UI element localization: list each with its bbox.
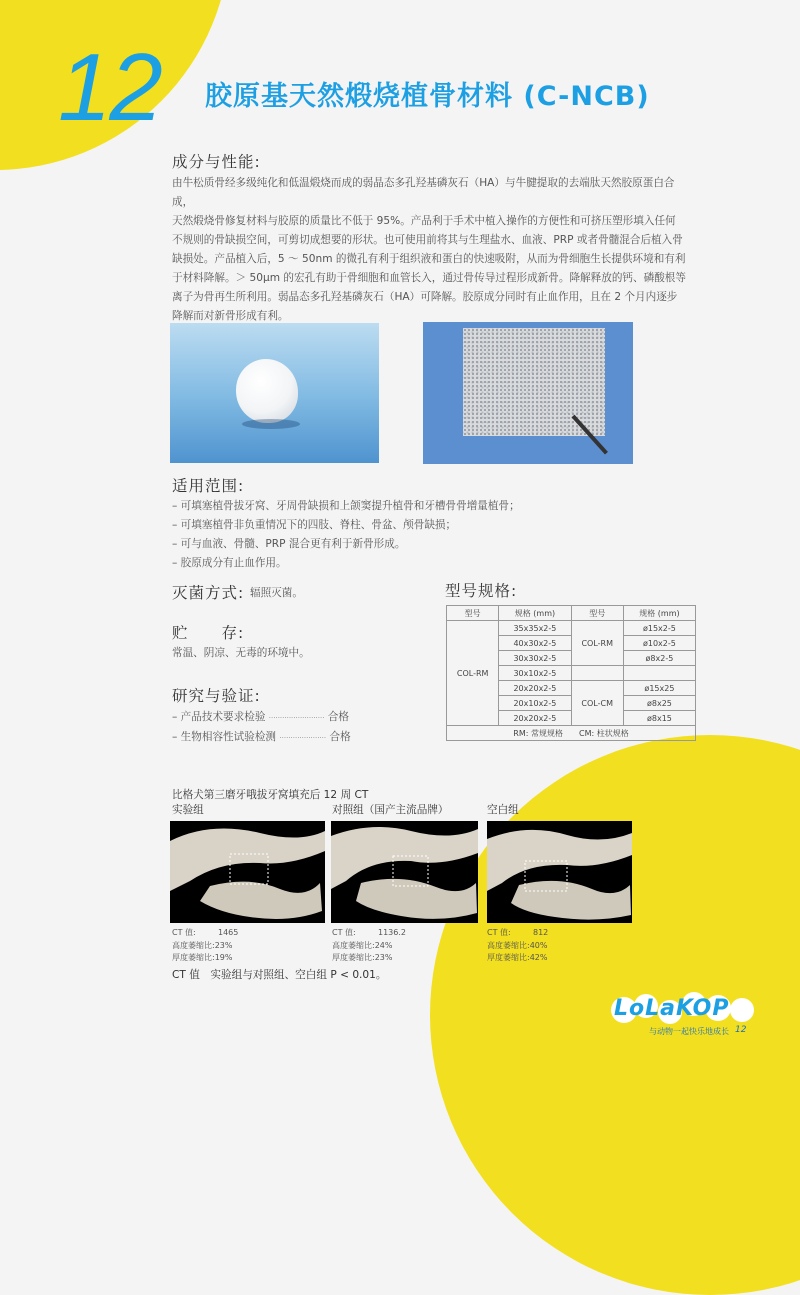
stat-key: CT 值:: [332, 928, 356, 937]
research-list: [172, 708, 351, 748]
product-photo-sponge: [170, 323, 379, 463]
composition-line: 缺损处。产品植入后，5 ～ 50nm 的微孔有利于组织液和蛋白的快速吸附，从而为骨细胞生长提供环境和有利: [172, 253, 686, 265]
stat-value: 23%: [214, 940, 233, 950]
scope-item: – 可填塞植骨非负重情况下的四肢、脊柱、骨盆、颅骨缺损；: [172, 519, 457, 531]
leader-dots: ·····················: [279, 734, 327, 742]
model-cell: COL-RM: [571, 621, 623, 666]
stat-key: 高度萎缩比:: [332, 940, 375, 950]
size-cell: 40x30x2-5: [499, 636, 571, 651]
size-cell: ø15x25: [623, 681, 695, 696]
composition-line: 由牛松质骨经多级纯化和低温煅烧而成的弱晶态多孔羟基磷灰石（HA）与牛腱提取的去端肽天然胶原蛋白合成，: [172, 177, 675, 208]
size-cell: ø10x2-5: [623, 636, 695, 651]
stat-key: 厚度萎缩比:: [172, 953, 215, 962]
size-cell: 30x30x2-5: [499, 651, 571, 666]
size-cell: ø8x25: [623, 696, 695, 711]
stat-key: 高度萎缩比:: [172, 940, 215, 950]
scope-item: – 胶原成分有止血作用。: [172, 557, 287, 569]
empty-cell: [571, 666, 623, 681]
spec-table: [446, 605, 696, 741]
product-photo-block: [423, 322, 633, 464]
storage-value: 常温、阴凉、无毒的环境中。: [172, 647, 310, 659]
sponge-shadow: [242, 419, 300, 429]
sterilization-heading: 灭菌方式:: [172, 584, 245, 602]
ct-stats-blank: [487, 927, 548, 965]
ct-group-label: 对照组（国产主流品牌）: [332, 804, 449, 816]
stat-value: 42%: [529, 953, 548, 962]
research-item: [172, 708, 351, 728]
scope-item: – 可与血液、骨髓、PRP 混合更有利于新骨形成。: [172, 538, 406, 550]
ct-image-control: [331, 821, 478, 923]
stat-value: 23%: [374, 953, 393, 962]
column-header: 规格 (mm): [499, 606, 571, 621]
scope-item: – 可填塞植骨拔牙窝、牙周骨缺损和上颌窦提升植骨和牙槽骨骨增量植骨；: [172, 500, 520, 512]
table-row: [447, 621, 696, 636]
scope-list: [172, 497, 520, 573]
stat-key: 厚度萎缩比:: [332, 953, 375, 962]
size-cell: 20x20x2-5: [499, 711, 571, 726]
size-cell: ø15x2-5: [623, 621, 695, 636]
ct-stats-control: [332, 927, 406, 965]
stat-key: CT 值:: [487, 928, 511, 937]
size-cell: 35x35x2-5: [499, 621, 571, 636]
ct-jaw-scan: [331, 821, 478, 923]
stat-key: 高度萎缩比:: [487, 940, 530, 950]
ct-group-label: 实验组: [172, 804, 204, 816]
spec-heading: 型号规格:: [445, 582, 518, 600]
stat-value: 1136.2: [378, 928, 406, 937]
research-item-result: 合格: [329, 731, 351, 743]
research-item-label: – 产品技术要求检验: [172, 711, 266, 723]
composition-line: 降解而对新骨形成有利。: [172, 310, 289, 322]
bone-graft-block: [463, 328, 605, 436]
size-cell: 20x20x2-5: [499, 681, 571, 696]
empty-cell: [623, 666, 695, 681]
stat-value: 812: [533, 928, 549, 937]
table-footer: RM: 常规规格 CM: 柱状规格: [447, 726, 696, 741]
ct-jaw-scan: [487, 821, 632, 923]
ct-conclusion: CT 值 实验组与对照组、空白组 P < 0.01。: [172, 969, 387, 981]
collagen-sponge-shape: [236, 359, 298, 423]
column-header: 型号: [571, 606, 623, 621]
ct-caption: 比格犬第三磨牙哦拔牙窝填充后 12 周 CT: [172, 789, 369, 801]
size-cell: ø8x15: [623, 711, 695, 726]
ct-stats-experimental: [172, 927, 238, 965]
composition-text: [172, 174, 694, 326]
research-item-result: 合格: [327, 711, 349, 723]
stat-value: 40%: [529, 940, 548, 950]
lolakop-logo: [610, 988, 760, 1028]
stat-value: 19%: [214, 953, 233, 962]
research-item-label: – 生物相容性试验检测: [172, 731, 277, 743]
research-heading: 研究与验证:: [172, 687, 261, 705]
page-title: 胶原基天然煅烧植骨材料 (C-NCB): [205, 81, 650, 112]
model-cell: COL-CM: [571, 681, 623, 726]
composition-line: 不规则的骨缺损空间，可剪切成想要的形状。也可使用前将其与生理盐水、血液、PRP 或者骨髓混合后植入骨: [172, 234, 683, 246]
stat-key: CT 值:: [172, 928, 196, 937]
stat-value: 24%: [374, 940, 393, 950]
composition-line: 离子为骨再生所利用。弱晶态多孔羟基磷灰石（HA）可降解。胶原成分同时有止血作用，且在 2 个月内逐步: [172, 291, 678, 303]
research-item: [172, 728, 351, 748]
composition-line: 于材料降解。＞ 50μm 的宏孔有助于骨细胞和血管长入，通过骨传导过程形成新骨。降解释放的钙、磷酸根等: [172, 272, 686, 284]
stat-value: 1465: [218, 928, 239, 937]
ct-jaw-scan: [170, 821, 325, 923]
column-header: 型号: [447, 606, 499, 621]
table-footer-row: [447, 726, 696, 741]
table-header-row: [447, 606, 696, 621]
scope-heading: 适用范围:: [172, 477, 245, 495]
stat-key: 厚度萎缩比:: [487, 953, 530, 962]
size-cell: 20x10x2-5: [499, 696, 571, 711]
ct-group-label: 空白组: [487, 804, 519, 816]
leader-dots: ·························: [268, 714, 325, 722]
page-number: 12: [735, 1025, 747, 1035]
storage-heading: 贮 存:: [172, 624, 245, 642]
sterilization-value: 辐照灭菌。: [250, 587, 303, 599]
composition-line: 天然煅烧骨修复材料与胶原的质量比不低于 95%。产品利于手术中植入操作的方便性和可挤压塑形填入任何: [172, 215, 676, 227]
section-number: 12: [58, 34, 161, 141]
ct-image-blank: [487, 821, 632, 923]
column-header: 规格 (mm): [623, 606, 695, 621]
logo-text: LoLaKOP: [614, 996, 730, 1021]
size-cell: 30x10x2-5: [499, 666, 571, 681]
footer-slogan: 与动物一起快乐地成长: [649, 1027, 729, 1036]
composition-heading: 成分与性能:: [172, 153, 261, 171]
model-cell: COL-RM: [447, 621, 499, 726]
size-cell: ø8x2-5: [623, 651, 695, 666]
ct-image-experimental: [170, 821, 325, 923]
